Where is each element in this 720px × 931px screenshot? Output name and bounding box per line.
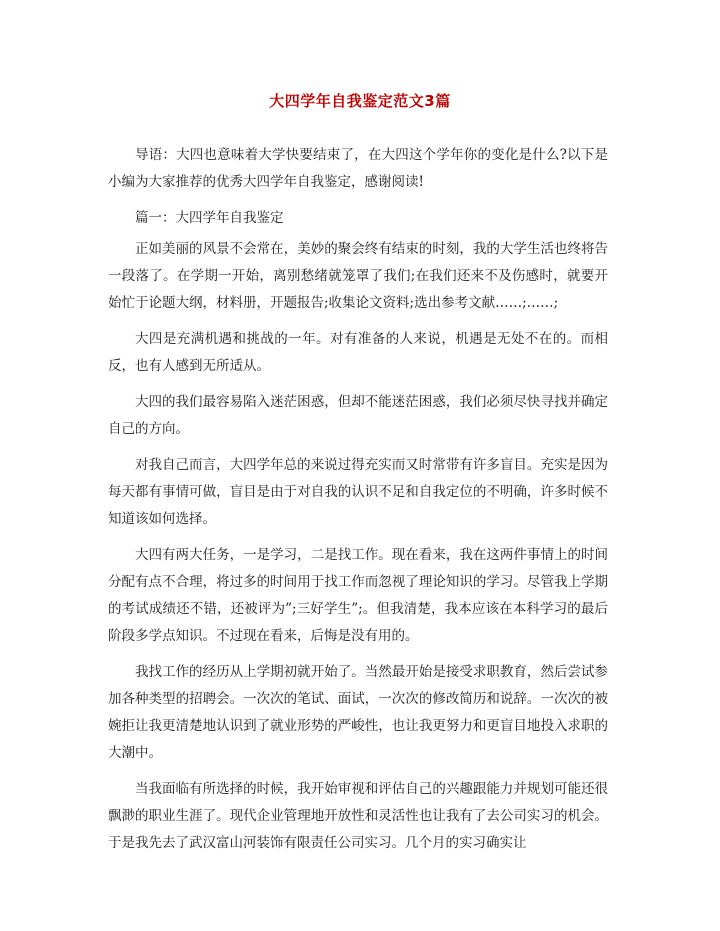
intro-paragraph: 导语：大四也意味着大学快要结束了，在大四这个学年你的变化是什么?以下是小编为大家推荐的优秀大四学年自我鉴定，感谢阅读! (108, 147, 608, 190)
body-paragraph: 对我自己而言，大四学年总的来说过得充实而又时常带有许多盲目。充实是因为每天都有事情可做，盲目是由于对自我的认识不足和自我定位的不明确，许多时候不知道该如何选择。 (108, 457, 608, 527)
section-heading: 篇一：大四学年自我鉴定 (135, 210, 284, 226)
body-paragraph: 大四有两大任务，一是学习，二是找工作。现在看来，我在这两件事情上的时间分配有点不合理，将过多的时间用于找工作而忽视了理论知识的学习。尽管我上学期的考试成绩还不错，还被评为”;三好学生”;。但我清楚，我本应该在本科学习的最后阶段多学点知识。不过现在看来，后悔是没有用的。 (108, 547, 608, 644)
body-paragraph: 大四是充满机遇和挑战的一年。对有准备的人来说，机遇是无处不在的。而相反，也有人感到无所适从。 (108, 331, 608, 374)
body-paragraph: 我找工作的经历从上学期初就开始了。当然最开始是接受求职教育，然后尝试参加各种类型的招聘会。一次次的笔试、面试，一次次的修改简历和说辞。一次次的被婉拒让我更清楚地认识到了就业形势的严峻性，也让我更努力和更盲目地投入求职的大潮中。 (108, 664, 608, 761)
body-paragraph: 当我面临有所选择的时候，我开始审视和评估自己的兴趣跟能力并规划可能还很飘渺的职业生涯了。现代企业管理地开放性和灵活性也让我有了去公司实习的机会。于是我先去了武汉富山河装饰有限责任公司实习。几个月的实习确实让 (108, 781, 608, 851)
body-paragraph: 大四的我们最容易陷入迷茫困惑，但却不能迷茫困惑，我们必须尽快寻找并确定自己的方向。 (108, 394, 608, 437)
document-body (108, 142, 608, 866)
document-title: 大四学年自我鉴定范文3篇 (269, 92, 451, 110)
body-paragraph: 正如美丽的风景不会常在，美妙的聚会终有结束的时刻，我的大学生活也终将告一段落了。在学期一开始，离别愁绪就笼罩了我们;在我们还来不及伤感时，就要开始忙于论题大纲，材料册，开题报告;收集论文资料;选出参考文献……;……; (108, 241, 608, 311)
